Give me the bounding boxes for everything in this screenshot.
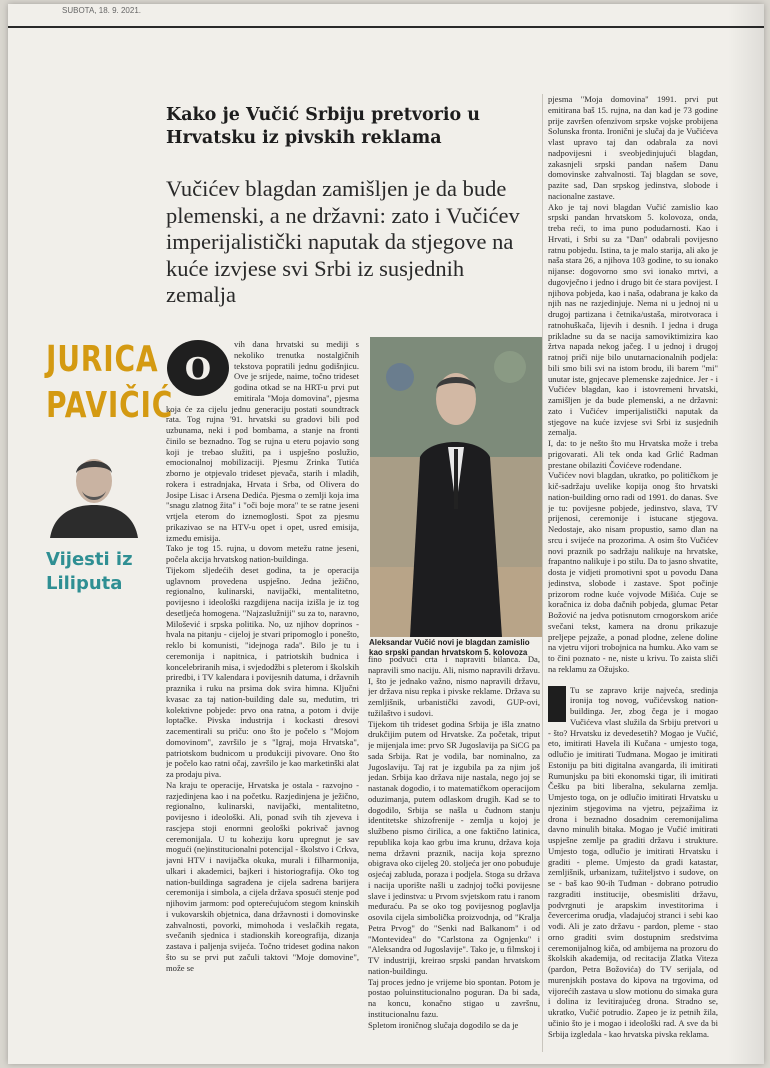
lead-paragraph: vih dana hrvatski su mediji s nekoliko trenutka nostalgičnih tekstova popratili jednu godišnjicu. Ove je srijede, naime, točno trideset godina otkad se na HRT-u prvi put emitirala "Moja domovina", pjesma koja će za cijelu jednu generaciju postati soundtrack rata. Tog rujna '91. hrvatski su gradovi bili pod uzbunama, neki i pod bombama, a stanje na fronti činilo se beznadno. Tog se rujna u eteru pojavio song koji je trebao služiti, pa i uspješno poslužio, emocionalnoj mobilizaciji. Pjesmu Zrinka Tutića zborno je otpjevalo trideset pjevača, starih i mladih, rokera i estradnjaka, Hrvata i Srba, od Olivera do Josipe Lisac i Arsena Dedića. Pjesma o zemlji koja ima "snagu zlatnog žita" i "oči boje mora" te se ratne jeseni vrtjela eterom do iznemoglosti. Spot za pjesmu prikazivao se na HTV-u opet i opet, usred emisija, između emisija.	[166, 339, 359, 543]
page-header	[8, 4, 764, 28]
article-headline: Kako je Vučić Srbiju pretvorio u Hrvatsku iz pivskih reklama	[166, 105, 480, 148]
drop-cap	[166, 339, 230, 397]
page-date: SUBOTA, 18. 9. 2021.	[62, 6, 142, 15]
author-block	[46, 337, 174, 596]
closing-section	[548, 685, 718, 1040]
section-marker	[548, 686, 566, 722]
article-deck: Vučićev blagdan zamišljen je da bude plemenski, a ne državni: zato i Vučićev imperijalistički naputak da stjegove na kuće izvjese svi Srbi iz susjednih zemalja	[166, 176, 520, 307]
article-column-3	[548, 94, 718, 1052]
article-photo	[370, 337, 542, 637]
body-paragraph: Na kraju te operacije, Hrvatska je ostala - razvojno - razjedinjena kao i na početku. Razjedinjena je ježično, regionalno, kulinarski, navijački, mentalitetno, povijesno i ideološki. Ali, ponad svih tih zjeveva i rascjepa stoji enormni geološki pokrivač javnog ceremonijala. U tu koheziju koru upregnut je sav mogući (ne)institucionalni potencijal - školstvo i Crkva, javni HTV i navijačka okuka, murali i filharmonija, ulkari i akademici, bajkeri i historiografija. Oko tog nation-buildinga sagrađena je cijela sadrena barijera ceremonija i simbola, a cijela država sposući stenje pod njihovim jarmom: pod opterećujućom stegom kninskih i vukovarskih objetnica, dana državnosti i domovinske zahvalnosti, povorki, mimohoda i veslačkih regata, svečanih sjednica i stadionskih koreografija, dizanja zastava i paljenja svijeća. Točno trideset godina nakon što su se prvi put začuli taktovi "Moje domovine", može se	[166, 779, 359, 973]
article-column-1	[166, 339, 359, 1053]
body-paragraph: Tijekom sljedećih deset godina, ta je operacija uglavnom provedena uspješno. Jedna ježično, regionalno, kulinarski, navijački, mentalitetno, povijesno i ideološki razgdijena nacija izišla je iz tog desetljeća homogena. "Najzaslužniji" su za to, naravno, Milošević i srpska politika. No, uz njihov doprinos - hvala na pitanju - cijeloj je stvari pripomoglo i ponešto, reklo bi komunisti, "idejnoga rada". Bilo je tu i ceremonija i napitnica, i patriotskih budnica i koncelebriranih misa, i svjedodžbi s pleterom i školskih priredbi, i TV kalendara i povijesnih datuma, i državnih praznika i ruku na prsima dok svira himna. Ključni kvasac za taj nation-building dale su, međutim, tri kolektivne pobjede: prvo ona ratna, a potom i dvije loptačke. Pivska industrija i kockasti dresovi zacementirali su priču: ono što je počelo s "Mojom domovinom", završilo je s "Igraj, moja Hrvatska", patriotskom budnicom u produkciji pivovare. Ono što je počelo kao ratni očaj, završilo je kao marketinški alat za prodaju piva.	[166, 564, 359, 779]
body-paragraph: I, da: to je nešto što mu Hrvatska može i treba prigovarati. Ali tek onda kad Grlić Radman prestane obilaziti Čovićeve rođendane.	[548, 438, 718, 470]
body-paragraph: Ako je taj novi blagdan Vučić zamislio kao srpski pandan hrvatskom 5. kolovoza, onda, treba reći, to ima puno podudarnosti. Kao i Hrvati, i Srbi su za "Dan" odabrali povijesno ratnu pobjedu. Istina, ta je malo starija, ali ako je naša stara 26, a njihova 103 godine, to su ionako nijanse: dogovorno smo svi ionako mrtvi, a dugovječno i jedno i drugo bit će stara povijest. I njihova pobjeda, kao i naša, odabrana je kako da njih nas ne razjedinjuje. Nema ni u jednoj ni u drugoj partizana i četnika/ustaša, mirotvoraca i ratnohuškača, lijevih i desnih. I jedna i druga prikladne su da se nacija samoviktimizira kao žrtva napada nekog jačeg. I u jednoj i drugoj ratnoj priči nije bilo unutarnacionalnih podjela: bili smo bili svi na istom brodu, ili barem "mi" unutar iste, gnjecave plemenske zajednice. Jer - i Vučićev blagdan, kao i istovremeni hrvatski, zamišljen je da bude plemenski, a ne državni: zato i Vučićev imperijalistički naputak da stjegove na kuće izvjese svi Srbi iz susjednih zemalja.	[548, 201, 718, 438]
column-divider	[542, 94, 543, 1052]
author-portrait	[46, 443, 142, 538]
photo-caption: Aleksandar Vučić novi je blagdan zamislio kao srpski pandan hrvatskom 5. kolovoza	[369, 638, 530, 657]
body-paragraph: Taj proces jedno je vrijeme bio spontan. Potom je postao poluinstitucionalno poguran. Da bi sada, na koncu, konačno stigao u završnu, institucionalnu fazu.	[368, 976, 540, 1019]
drop-cap-letter: O	[184, 352, 212, 387]
column-name: Vijesti iz Liliputa	[46, 549, 133, 594]
body-paragraph: pjesma "Moja domovina" 1991. prvi put emitirana baš 15. rujna, na dan kad je 73 godine prije završen ofenzivom srpske vojske probijena Solunska fronta. Ironični je slučaj da je Vučićeva vlast upravo taj dan odabrala za novi nadpovijesni i sveobjedinjujući blagdan, zakasnjeli srpski pandan našem Danu domovinske zahvalnosti. Taj blagdan se sove, pazite sad, Dan srpskog jedinstva, slobode i nacionalne zastave.	[548, 94, 718, 201]
body-paragraph: Vučićev novi blagdan, ukratko, po političkom je kič-sadržaju uvelike kopija onog što hrvatski nation-building orno radi od 1991. do danas. Sve je tu: povijesne pobjede, jedinstvo, slava, TV prijenosi, ceremonije i istucane stjegova. Nedostaje, ako nisam propustio, samo dlan na srcu i svijeće na prozorima. A osim što Vučićev novi praznik po sadržaju nalikuje na hrvatske, frapantno nalikuje i po stilu. Da to jasno shvatite, dosta je vidjeti promotivni spot u povodu Dana jedinstva, slobode i zastave. Spot počinje prizorom rodne kuće vojvode Mišića. Cuje se koračnica iz doba đačnih pobjeda, glumac Petar Božović na jedva potisnutom crnogorskom ariće svečani tekst, kamera na dronu prikazuje preljepe pejzaže, a ponad plodne, zelene doline na vjetru vijori trobojnica na humku. Ako vam se to čini poznato - ne, niste u krivu. To zaista sliči na reklamu za Ožujsko.	[548, 470, 718, 674]
body-paragraph: Tako je tog 15. rujna, u dovom metežu ratne jeseni, počela akcija hrvatskog nation-buildinga.	[166, 543, 359, 564]
body-paragraph: Spletom ironičnog slučaja dogodilo se da je	[368, 1019, 519, 1030]
article-column-2	[368, 654, 540, 1052]
author-first-name: JURICA	[46, 339, 159, 380]
body-paragraph: Tu se zapravo krije najveća, sredinja ironija tog novog, vučićevskog nation-buildinga. Jer, zbog čega je i mogao Vučićeva vlast služila da Srbiju pretvori u - što? Hrvatsku iz devedesetih? Mogao je Vučić, eto, imitirati Havela ili Kučana - umjesto toga, odlučio je imitirati Tuđmana. Mogao je imitirati Estoniju pa biti digitalna avangarda, ili imitirati Rumunjsku pa biti ekonomski tigar, ili imitirati Češku pa biti liberalna, sekularna zemlja. Umjesto toga, on je odlučio imitirati Hrvatsku u njezinim stjegovima na vjetru, pejzažima iz drona i beznadno dosadnim ceremonijalima davno minulih bitaka. Mogao je Vučić imitirati uspješne zemlje pa graditi državu i strukture. Umjesto toga, odlučio je imitirati Hrvatsku i graditi - pleme. Umjesto da gradi katastar, zemljišnik, urbanizam, tužiteljstvo i sudove, on se - baš kao 90-ih Tuđman - dobrano potrudio razgraditi institucije, obesmisliti državu, podvrgnuti je arapskim investitorima i čevercerima oruđja, vladajućoj stranci i sebi kao vođi. Ali je zato državu - pardon, pleme - stao orno graditi svim dostupnim sredstvima ceremonijalnog kiča, od ambijema na prozoru do školskih akademija, od recitacija Zlatka Viteza (pardon, Petra Božovića) do TV serijala, od murenjskih postava do kipova na trgovima, od vijorećih zastava u slow motionu do simaka gura i dolina iz levitirajućeg drona. Stradno se, ukratko, Vučić potrudio. Zapeo je iz petnih žila, učinio što je i mogao i ideološki rad. A sve da bi Srbija izgledala - kao hrvatska pivska reklama.	[548, 684, 718, 1039]
newspaper-page	[8, 4, 764, 1064]
body-paragraph: fino podvući crta i napraviti bilanca. Da, napravili smo naciju. Ali, nismo napravili državu. I, što je jednako važno, nismo napravili državu, jer država nisu repka i pivske reklame. Država su zemljišnik, urbanistički zavodi, GUP-ovi, tužilaštvo i sudovi.	[368, 654, 540, 718]
body-paragraph: Tijekom tih trideset godina Srbija je išla znatno drukčijim putem od Hrvatske. Za početak, triput je mijenjala ime: prvo SR Jugoslavija pa SiCG pa sada Srbija. Rat je vodila, bar nominalno, za Jugoslaviju. Taj rat je izgubila pa za njim još jedan. Srbija kao država nije nastala, nego joj se nastanak dogodio, i to matematičkom operacijom oduzimanja, putem odlaskom drugih. Kad se to dogodilo, Srbija se našla u čudnom stanju identitetske shizofrenije - zemlja u kojoj je službeno pismo ćirilica, a one faktično latinica, republika koja kao grbu ima krunu, država koja nema državni praznik, nacija koja sprezno obigrava oko cijeleg 20. stoljeća jer ono pobuđuje osjećaj zabluda, poraza i podjela. Stoga su država i nacija uporište našli u zadnjoj točki povijesne slave i jedinstva: u Prvom svjetskom ratu i ranom međuraću. Pa se oko tog povijesnog poglavlja osovila cijela simbolička proizvodnja, od "Kralja Petra Prvog" do "Senki nad Balkanom" i od "Montevidea" do "Carlstona za Ognjenku" i "Aleksandra od Jugoslavije". Tako je, u filmskoj i TV industriji, kreirao srpski pandan hrvatskom nation-buildingu.	[368, 718, 540, 976]
author-last-name: PAVIČIĆ	[46, 385, 174, 426]
page-curl-shadow	[728, 4, 764, 1064]
